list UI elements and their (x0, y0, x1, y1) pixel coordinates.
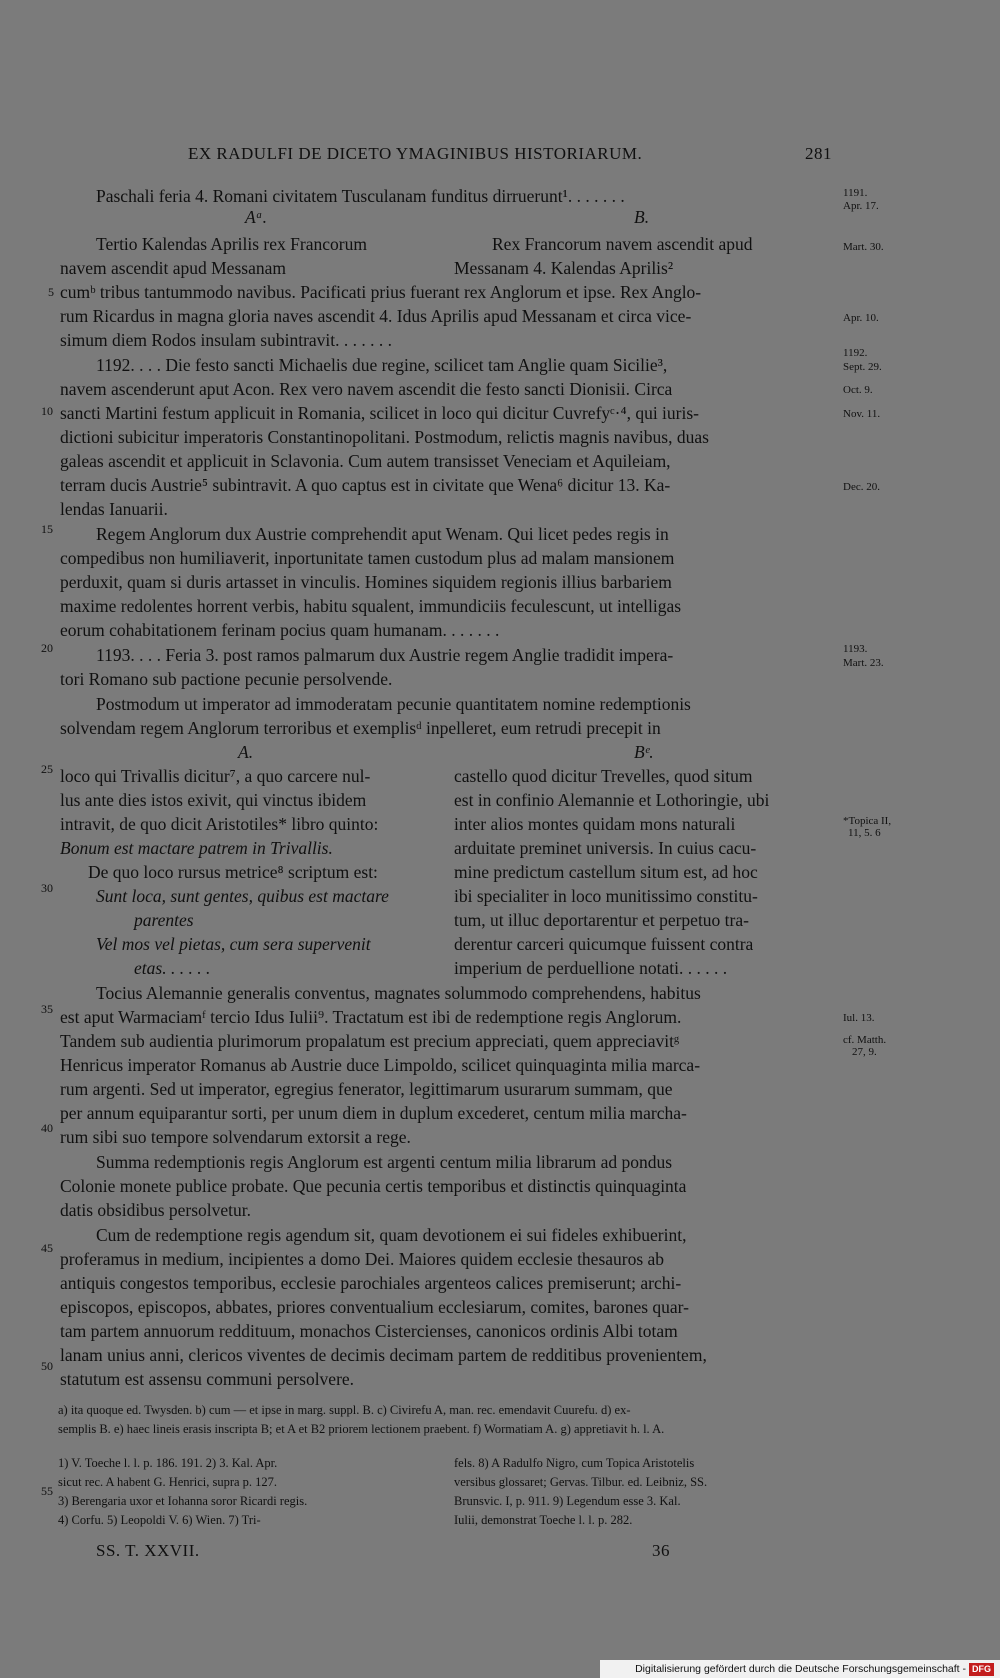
margin-note: cf. Matth. (843, 1034, 887, 1046)
text-line: dictioni subicitur imperatoris Constantinopolitani. Postmodum, relictis magnis navibus, duas (60, 427, 709, 447)
verse-line: etas. . . . . . (134, 958, 211, 978)
column-a (60, 764, 460, 980)
text-line: Tertio Kalendas Aprilis rex Francorum (96, 234, 367, 254)
margin-note: 11, 5. 6 (848, 827, 881, 839)
column-heading-b: B. (634, 207, 650, 227)
text-line: simum diem Rodos insulam subintravit. . . . . . . (60, 330, 393, 350)
footnote-line: versibus glossaret; Gervas. Tilbur. ed. Leibniz, SS. (454, 1475, 708, 1489)
text-line: rum sibi suo tempore solvendarum extorsit a rege. (60, 1127, 411, 1147)
line-number: 55 (41, 1484, 53, 1498)
margin-date: 1193. (843, 643, 868, 655)
footnote-line: 3) Berengaria uxor et Iohanna soror Ricardi regis. (58, 1494, 308, 1508)
text-line: Tocius Alemannie generalis conventus, magnates solummodo comprehendens, habitus (96, 983, 701, 1003)
signature-mark: SS. T. XXVII. (96, 1541, 200, 1560)
text-line: inter alios montes quidam mons naturali (454, 814, 736, 834)
column-heading-a: A. (238, 742, 254, 762)
text-line: derentur carceri quicumque fuissent contra (454, 934, 754, 954)
text-line: lus ante dies istos exivit, qui vinctus ibidem (60, 790, 367, 810)
margin-date: Iul. 13. (843, 1012, 875, 1024)
line-number: 40 (41, 1121, 53, 1135)
margin-date: 1192. (843, 347, 868, 359)
footnote-line: semplis B. e) haec lineis erasis inscripta B; et A et B2 priorem lectionem praebent. f) Wormatiam A. g) appretiavit h. l. A. (58, 1422, 665, 1436)
text-line: 1192. . . . Die festo sancti Michaelis due regine, scilicet tam Anglie quam Sicilie³, (96, 355, 668, 375)
text-line: cumᵇ tribus tantummodo navibus. Pacificati prius fuerant rex Anglorum et ipse. Rex Anglo- (60, 282, 702, 302)
text-line: rum argenti. Sed ut imperator, egregius fenerator, legittimarum usurarum summam, que (60, 1079, 673, 1099)
column-heading-a: Aᵃ. (245, 207, 268, 227)
line-number: 20 (41, 641, 53, 655)
footnote-line: 4) Corfu. 5) Leopoldi V. 6) Wien. 7) Tri- (58, 1513, 261, 1527)
footnote-line: sicut rec. A habent G. Henrici, supra p. 127. (58, 1475, 278, 1489)
text-line: imperium de perduellione notati. . . . . . (454, 958, 728, 978)
margin-date: 1191. (843, 187, 868, 199)
text-line: solvendam regem Anglorum terroribus et exemplisᵈ inpelleret, eum retrudi precepit in (60, 718, 661, 738)
funding-banner (600, 1660, 1000, 1678)
text-line: Messanam 4. Kalendas Aprilis² (454, 258, 674, 278)
margin-date: Nov. 11. (843, 408, 881, 420)
margin-date: Oct. 9. (843, 384, 873, 396)
verse-line: Sunt loca, sunt gentes, quibus est mactare (96, 886, 389, 906)
line-number: 15 (41, 522, 53, 536)
text-line: loco qui Trivallis dicitur⁷, a quo carcere nul- (60, 766, 371, 786)
text-line: Cum de redemptione regis agendum sit, quam devotionem ei sui fideles exhibuerint, (96, 1225, 687, 1245)
page-number: 281 (805, 144, 832, 163)
footnote-line: a) ita quoque ed. Twysden. b) cum — et ipse in marg. suppl. B. c) Civirefu A, man. rec. emendavit Cuurefu. d) ex- (58, 1403, 631, 1417)
margin-date: Dec. 20. (843, 481, 880, 493)
text-line: navem ascendit apud Messanam (60, 258, 286, 278)
footnote-line: Brunsvic. I, p. 911. 9) Legendum esse 3. Kal. (454, 1494, 681, 1508)
text-line: De quo loco rursus metrice⁸ scriptum est: (88, 862, 378, 882)
margin-note: 27, 9. (852, 1046, 877, 1058)
text-line: per annum equiparantur sorti, per unum diem in duplum excederet, centum milia marcha- (60, 1103, 687, 1123)
text-line: mine predictum castellum situm est, ad hoc (454, 862, 758, 882)
text-line: Tandem sub audientia plurimorum propalatum est precium appreciati, quem appreciavitᵍ (60, 1031, 680, 1051)
text-line: tum, ut illuc deportarentur et perpetuo tra- (454, 910, 749, 930)
text-line: tam partem annuorum reddituum, monachos Cistercienses, canonicos ordinis Albi totam (60, 1321, 678, 1341)
text-line: intravit, de quo dicit Aristotiles* libro quinto: (60, 814, 379, 834)
text-line: tori Romano sub pactione pecunie persolvende. (60, 669, 393, 689)
line-number: 35 (41, 1002, 53, 1016)
text-line: maxime redolentes horrent verbis, habitu squalent, immundiciis feculescunt, ut intelligas (60, 596, 682, 616)
text-line: Postmodum ut imperator ad immoderatam pecunie quantitatem nomine redemptionis (96, 694, 691, 714)
text-line: statutum est assensu communi persolvere. (60, 1369, 355, 1389)
text-line: compedibus non humiliaverit, inportunitate tamen custodum plus ad malam mansionem (60, 548, 675, 568)
footnote-line: 1) V. Toeche l. l. p. 186. 191. 2) 3. Kal. Apr. (58, 1456, 278, 1470)
margin-date: Mart. 30. (843, 241, 884, 253)
text-line: Henricus imperator Romanus ab Austrie duce Limpoldo, scilicet quinquaginta milia marca- (60, 1055, 701, 1075)
text-line: Rex Francorum navem ascendit apud (492, 234, 753, 254)
text-line: sancti Martini festum applicuit in Romania, scilicet in loco qui dicitur Cuvrefyᶜ·⁴, qui iuris- (60, 403, 699, 423)
margin-date: Mart. 23. (843, 657, 884, 669)
verse-line: Vel mos vel pietas, cum sera supervenit (96, 934, 371, 954)
text-line: eorum cohabitationem ferinam pocius quam humanam. . . . . . . (60, 620, 500, 640)
text-line: Bonum est mactare patrem in Trivallis. (60, 838, 333, 858)
text-line: lendas Ianuarii. (60, 499, 168, 519)
text-line: navem ascenderunt aput Acon. Rex vero navem ascendit die festo sancti Dionisii. Circa (60, 379, 673, 399)
line-number: 10 (41, 404, 53, 418)
text-line: terram ducis Austrie⁵ subintravit. A quo captus est in civitate que Wena⁶ dicitur 13. Ka- (60, 475, 671, 495)
text-line: datis obsidibus persolvetur. (60, 1200, 252, 1220)
text-line: arduitate preminet universis. In cuius cacu- (454, 838, 757, 858)
line-number: 30 (41, 881, 53, 895)
footnote-line: Iulii, demonstrat Toeche l. l. p. 282. (454, 1513, 633, 1527)
dfg-logo: DFG (969, 1663, 994, 1676)
text-line: 1193. . . . Feria 3. post ramos palmarum dux Austrie regem Anglie tradidit impera- (96, 645, 674, 665)
text-line: castello quod dicitur Trevelles, quod situm (454, 766, 753, 786)
column-heading-b: Bᵉ. (634, 742, 654, 762)
text-line: episcopos, episcopos, abbates, priores conventualium ecclesiarum, comites, barones quar- (60, 1297, 689, 1317)
sheet-number: 36 (652, 1541, 670, 1560)
footnote-line: fels. 8) A Radulfo Nigro, cum Topica Aristotelis (454, 1456, 695, 1470)
funding-text: Digitalisierung gefördert durch die Deutsche Forschungsgemeinschaft - (635, 1663, 966, 1675)
text-line: lanam unius anni, clericos viventes de decimis decimam partem de redditibus provenientem, (60, 1345, 707, 1365)
text-line: Regem Anglorum dux Austrie comprehendit aput Wenam. Qui licet pedes regis in (96, 524, 669, 544)
text-line: ibi specialiter in loco munitissimo constitu- (454, 886, 758, 906)
line-number: 45 (41, 1241, 53, 1255)
text-line: perduxit, quam si duris artasset in vinculis. Homines siquidem regionis illius barbariem (60, 572, 672, 592)
line-number: 50 (41, 1359, 53, 1373)
text-line: antiquis congestos temporibus, ecclesie parochiales argenteos calices premiserunt; archi- (60, 1273, 682, 1293)
margin-date: Sept. 29. (843, 361, 882, 373)
verse-line: parentes (134, 910, 194, 930)
text-line: est aput Warmaciamᶠ tercio Idus Iulii⁹. Tractatum est ibi de redemptione regis Anglorum. (60, 1007, 682, 1027)
text-line: proferamus in medium, incipientes a domo Dei. Maiores quidem ecclesie thesauros ab (60, 1249, 665, 1269)
text-line: Summa redemptionis regis Anglorum est argenti centum milia librarum ad pondus (96, 1152, 673, 1172)
margin-date: Apr. 10. (843, 312, 879, 324)
text-line: est in confinio Alemannie et Lothoringie, ubi (454, 790, 770, 810)
line-number: 25 (41, 762, 53, 776)
line-number: 5 (48, 285, 54, 299)
text-line: Colonie monete publice probate. Que pecunia certis temporibus et distinctis quinquaginta (60, 1176, 687, 1196)
margin-date: Apr. 17. (843, 200, 879, 212)
column-b (454, 764, 834, 980)
margin-note: *Topica II, (843, 815, 892, 827)
text-line: rum Ricardus in magna gloria naves ascendit 4. Idus Aprilis apud Messanam et circa vice- (60, 306, 692, 326)
running-title: EX RADULFI DE DICETO YMAGINIBUS HISTORIARUM. (188, 144, 643, 163)
text-line: galeas ascendit et applicuit in Sclavonia. Cum autem transisset Veneciam et Aquileiam, (60, 451, 671, 471)
text-line: Paschali feria 4. Romani civitatem Tusculanam funditus dirruerunt¹. . . . . . . (96, 186, 625, 206)
